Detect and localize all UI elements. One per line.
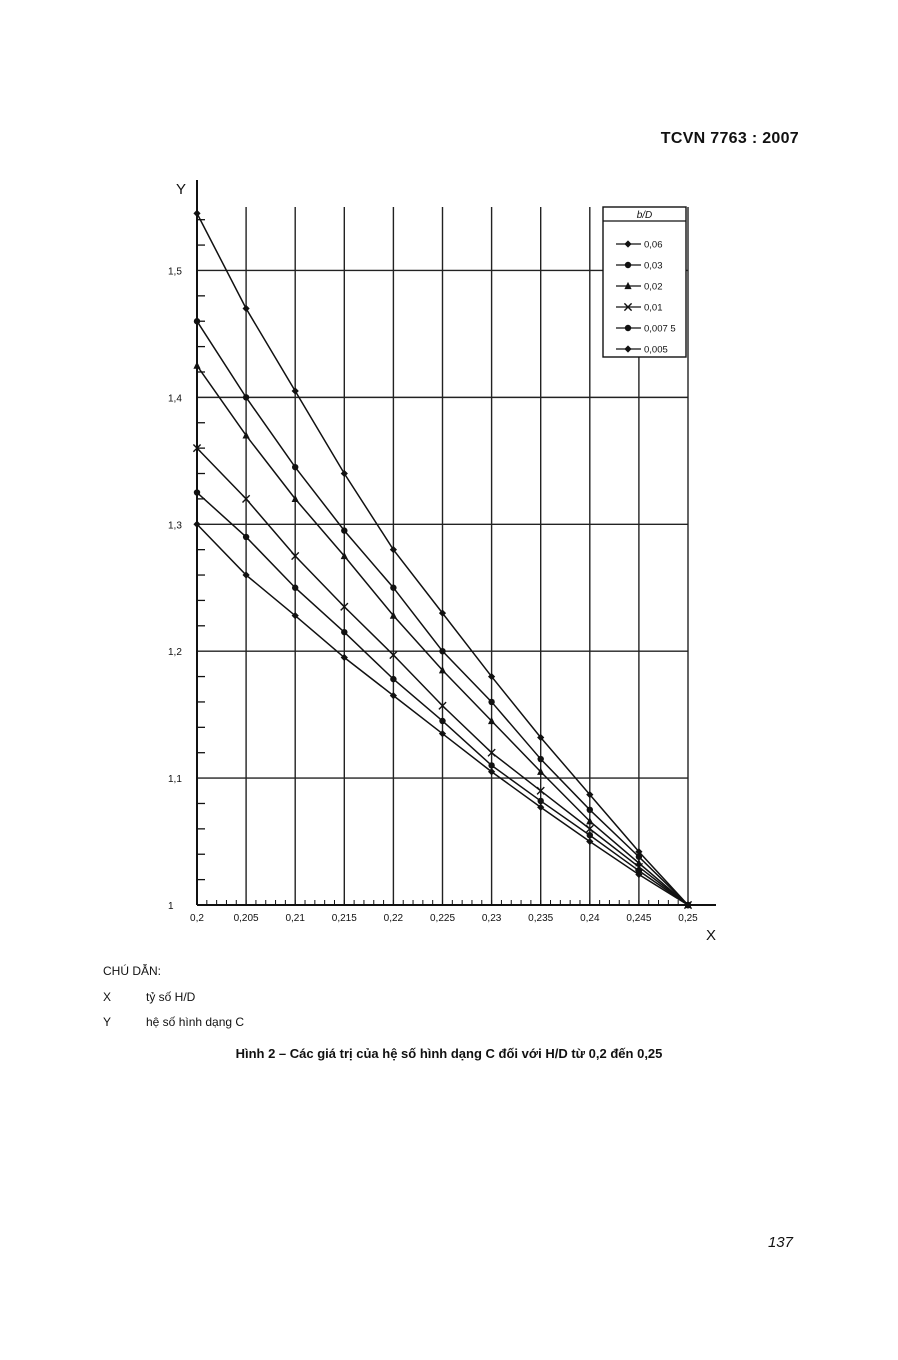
legend-title: b/D: [636, 210, 653, 221]
figure-caption: Hình 2 – Các giá trị của hệ số hình dạng C đối với H/D từ 0,2 đến 0,25: [235, 1046, 663, 1061]
x-tick-label: 0,22: [383, 913, 404, 924]
data-point: [341, 470, 348, 477]
legend-label: 0,03: [644, 260, 663, 272]
legend-label: 0,007 5: [644, 323, 676, 335]
data-point: [193, 362, 200, 369]
y-tick-label: 1,2: [168, 647, 182, 659]
y-tick-label: 1,1: [168, 774, 182, 786]
x-tick-label: 0,25: [678, 913, 698, 924]
data-point: [194, 318, 200, 324]
data-point: [341, 527, 347, 533]
legend-label: 0,005: [644, 344, 668, 356]
key-symbol: X: [103, 990, 112, 1004]
data-point: [243, 394, 249, 400]
legend-marker: [625, 325, 631, 331]
data-point: [636, 854, 642, 860]
page-number: 137: [767, 1234, 793, 1251]
data-point: [292, 464, 298, 470]
data-point: [292, 387, 299, 394]
x-tick-label: 0,23: [481, 913, 502, 924]
data-point: [390, 676, 396, 682]
data-point: [390, 585, 396, 591]
data-point: [341, 629, 347, 635]
key-row-y: [103, 1015, 244, 1029]
x-tick-label: 0,21: [285, 913, 305, 924]
data-point: [243, 305, 250, 312]
y-tick-label: 1,4: [168, 393, 182, 405]
standard-code: TCVN 7763 : 2007: [660, 130, 799, 147]
key-text: hệ số hình dạng C: [146, 1015, 245, 1029]
x-tick-label: 0,205: [233, 913, 259, 924]
data-point: [439, 718, 445, 724]
key-text: tỷ số H/D: [146, 990, 196, 1004]
x-tick-label: 0,24: [580, 913, 600, 924]
data-point: [243, 534, 249, 540]
key-title: CHÚ DẪN:: [103, 964, 162, 978]
chart-legend: [603, 207, 686, 357]
x-tick-label: 0,215: [331, 913, 357, 924]
y-tick-label: 1,5: [168, 266, 182, 278]
key-block: [103, 964, 244, 1040]
data-point: [292, 585, 298, 591]
x-axis-label: X: [706, 927, 717, 944]
data-point: [587, 807, 593, 813]
data-point: [439, 648, 445, 654]
data-point: [194, 489, 200, 495]
x-tick-label: 0,245: [626, 913, 652, 924]
data-point: [587, 832, 593, 838]
legend-label: 0,06: [644, 239, 663, 251]
legend-label: 0,02: [644, 281, 663, 293]
y-tick-label: 1: [168, 901, 174, 912]
y-axis-label: Y: [176, 181, 187, 198]
y-tick-label: 1,3: [168, 520, 182, 532]
legend-label: 0,01: [644, 302, 663, 314]
data-point: [538, 798, 544, 804]
data-point: [488, 762, 494, 768]
data-point: [538, 756, 544, 762]
legend-marker: [625, 262, 631, 268]
key-symbol: Y: [103, 1015, 112, 1029]
key-row-x: [103, 990, 244, 1004]
data-point: [193, 210, 200, 217]
data-point: [488, 699, 494, 705]
x-tick-label: 0,225: [429, 913, 456, 924]
x-tick-label: 0,2: [190, 913, 204, 924]
x-tick-label: 0,235: [528, 913, 554, 924]
